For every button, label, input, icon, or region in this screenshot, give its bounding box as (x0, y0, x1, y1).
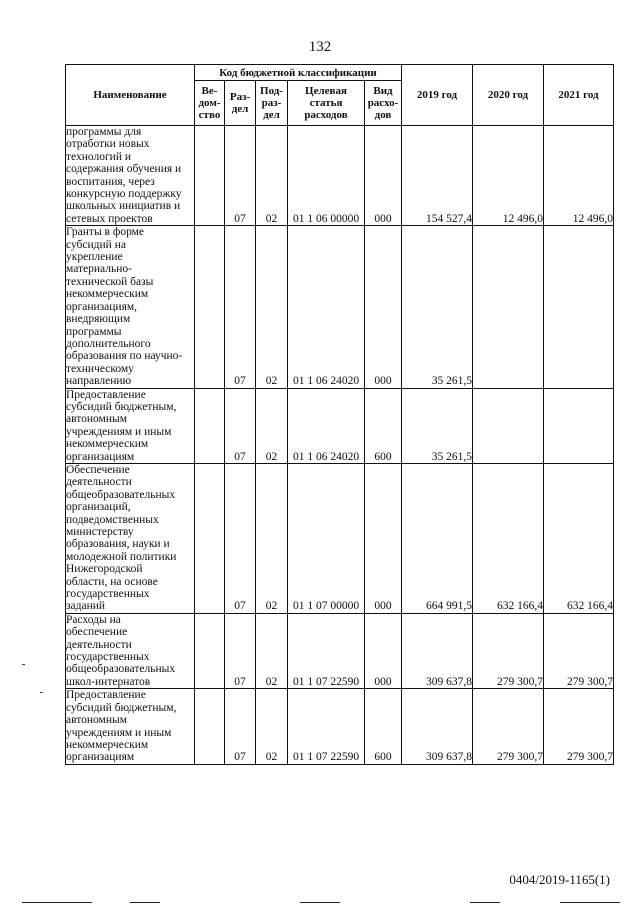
row-name-line: общеобразовательных (66, 663, 176, 676)
row-name-line: автономным (66, 413, 127, 426)
row-name-line: отработки новых (66, 138, 150, 151)
row-name-line: программы для (66, 126, 142, 138)
row-name (66, 388, 195, 463)
row-name-line: некоммерческим (66, 288, 149, 301)
row-name-line: организациям (66, 751, 135, 764)
cell-amount-2019: 664 991,5 (402, 463, 473, 613)
scan-mark (40, 692, 43, 693)
budget-table (65, 64, 614, 765)
cell-amount-2019: 309 637,8 (402, 613, 473, 688)
header-podrazdel: Под- раз- дел (256, 81, 288, 126)
row-name-line: государственных (66, 588, 150, 601)
cell-amount-2021: 279 300,7 (544, 689, 614, 764)
cell-amount-2021 (544, 226, 614, 388)
header-2021: 2021 год (544, 65, 614, 126)
cell-vedomstvo (195, 226, 225, 388)
cell-amount-2020: 632 166,4 (473, 463, 544, 613)
cell-razdel: 07 (225, 613, 256, 688)
cell-razdel: 07 (225, 463, 256, 613)
row-name (66, 689, 195, 764)
header-razdel: Раз- дел (225, 81, 256, 126)
table-row (66, 463, 614, 613)
cell-celevaya-statya: 01 1 07 22590 (288, 689, 365, 764)
cell-vedomstvo (195, 126, 225, 226)
row-name (66, 226, 195, 388)
cell-vid-rashodov: 000 (365, 613, 402, 688)
cell-razdel: 07 (225, 226, 256, 388)
header-2020: 2020 год (473, 65, 544, 126)
row-name-line: молодежной политики (66, 550, 177, 563)
table-row (66, 126, 614, 226)
row-name-line: области, на основе (66, 575, 158, 588)
row-name-line: автономным (66, 714, 127, 727)
row-name-line: программы (66, 325, 122, 338)
row-name-line: Расходы на (66, 613, 121, 626)
row-name-line: учреждениям и иным (66, 425, 172, 438)
row-name-line: технологий и (66, 150, 132, 163)
row-name-line: Обеспечение (66, 463, 130, 476)
row-name-line: школ-интернатов (66, 675, 151, 688)
scan-edge-mark (300, 902, 340, 903)
header-2019: 2019 год (402, 65, 473, 126)
cell-celevaya-statya: 01 1 06 00000 (288, 126, 365, 226)
row-name-line: подведомственных (66, 513, 159, 526)
row-name-line: заданий (66, 600, 106, 613)
cell-podrazdel: 02 (256, 126, 288, 226)
row-name-line: содержания обучения и (66, 163, 182, 176)
row-name-line: сетевых проектов (66, 212, 153, 225)
row-name-line: образования по научно- (66, 350, 183, 363)
row-name-line: некоммерческим (66, 738, 149, 751)
row-name-line: деятельности (66, 476, 132, 489)
cell-amount-2019: 154 527,4 (402, 126, 473, 226)
row-name-line: обеспечение (66, 626, 128, 639)
row-name-line: внедряющим (66, 313, 131, 326)
cell-amount-2021: 632 166,4 (544, 463, 614, 613)
row-name-line: государственных (66, 651, 150, 664)
row-name-line: Предоставление (66, 689, 146, 702)
row-name-line: субсидий на (66, 238, 126, 251)
cell-podrazdel: 02 (256, 226, 288, 388)
cell-vid-rashodov: 600 (365, 689, 402, 764)
cell-amount-2019: 35 261,5 (402, 226, 473, 388)
cell-amount-2020 (473, 388, 544, 463)
row-name-line: организациям, (66, 300, 138, 313)
cell-podrazdel: 02 (256, 689, 288, 764)
cell-amount-2020 (473, 226, 544, 388)
page-number: 132 (308, 39, 332, 55)
table-row (66, 613, 614, 688)
row-name-line: школьных инициатив и (66, 200, 181, 213)
row-name-line: образования, науки и (66, 538, 170, 551)
cell-amount-2021 (544, 388, 614, 463)
cell-podrazdel: 02 (256, 388, 288, 463)
table-body (66, 126, 614, 765)
cell-celevaya-statya: 01 1 07 22590 (288, 613, 365, 688)
cell-podrazdel: 02 (256, 613, 288, 688)
row-name-line: укрепление (66, 251, 123, 264)
cell-podrazdel: 02 (256, 463, 288, 613)
row-name-line: технической базы (66, 275, 154, 288)
header-vedomstvo: Ве- дом- ство (195, 81, 225, 126)
row-name-line: общеобразовательных (66, 488, 176, 501)
scan-edge-mark (22, 902, 92, 903)
row-name-line: организаций, (66, 501, 131, 514)
scan-edge-mark (560, 902, 620, 903)
row-name-line: министерству (66, 526, 134, 538)
cell-vedomstvo (195, 463, 225, 613)
cell-razdel: 07 (225, 126, 256, 226)
table-row (66, 226, 614, 388)
row-name-line: воспитания, через (66, 175, 155, 188)
cell-vid-rashodov: 000 (365, 463, 402, 613)
row-name-line: субсидий бюджетным, (66, 400, 177, 413)
document-code: 0404/2019-1165(1) (509, 872, 610, 887)
row-name-line: учреждениям и иным (66, 726, 172, 739)
scan-edge-mark (130, 902, 160, 903)
cell-amount-2019: 309 637,8 (402, 689, 473, 764)
header-name: Наименование (66, 65, 195, 126)
row-name-line: Гранты в форме (66, 226, 145, 239)
row-name-line: организациям (66, 450, 135, 463)
row-name (66, 613, 195, 688)
cell-amount-2020: 279 300,7 (473, 689, 544, 764)
row-name-line: направлению (66, 375, 132, 388)
cell-razdel: 07 (225, 689, 256, 764)
row-name-line: дополнительного (66, 337, 151, 350)
header-budget-code: Код бюджетной классификации (195, 65, 402, 81)
table-row (66, 689, 614, 764)
cell-vedomstvo (195, 613, 225, 688)
cell-celevaya-statya: 01 1 06 24020 (288, 226, 365, 388)
cell-amount-2020: 12 496,0 (473, 126, 544, 226)
scan-edge-mark (470, 902, 500, 903)
row-name-line: Предоставление (66, 388, 146, 401)
cell-vedomstvo (195, 689, 225, 764)
row-name (66, 126, 195, 226)
header-celevaya-statya: Целевая статья расходов (288, 81, 365, 126)
row-name-line: деятельности (66, 638, 132, 651)
row-name-line: техническому (66, 362, 134, 375)
cell-vid-rashodov: 000 (365, 126, 402, 226)
cell-vid-rashodov: 600 (365, 388, 402, 463)
row-name-line: субсидий бюджетным, (66, 701, 177, 714)
cell-amount-2021: 279 300,7 (544, 613, 614, 688)
cell-vid-rashodov: 000 (365, 226, 402, 388)
cell-celevaya-statya: 01 1 06 24020 (288, 388, 365, 463)
row-name-line: Нижегородской (66, 563, 143, 576)
cell-amount-2020: 279 300,7 (473, 613, 544, 688)
header-vid-rashodov: Вид расхо- дов (365, 81, 402, 126)
cell-razdel: 07 (225, 388, 256, 463)
row-name (66, 463, 195, 613)
cell-amount-2021: 12 496,0 (544, 126, 614, 226)
row-name-line: материально- (66, 263, 132, 276)
cell-amount-2019: 35 261,5 (402, 388, 473, 463)
scan-mark (22, 664, 25, 665)
cell-vedomstvo (195, 388, 225, 463)
cell-celevaya-statya: 01 1 07 00000 (288, 463, 365, 613)
table-row (66, 388, 614, 463)
row-name-line: конкурсную поддержку (66, 188, 182, 201)
row-name-line: некоммерческим (66, 438, 149, 451)
